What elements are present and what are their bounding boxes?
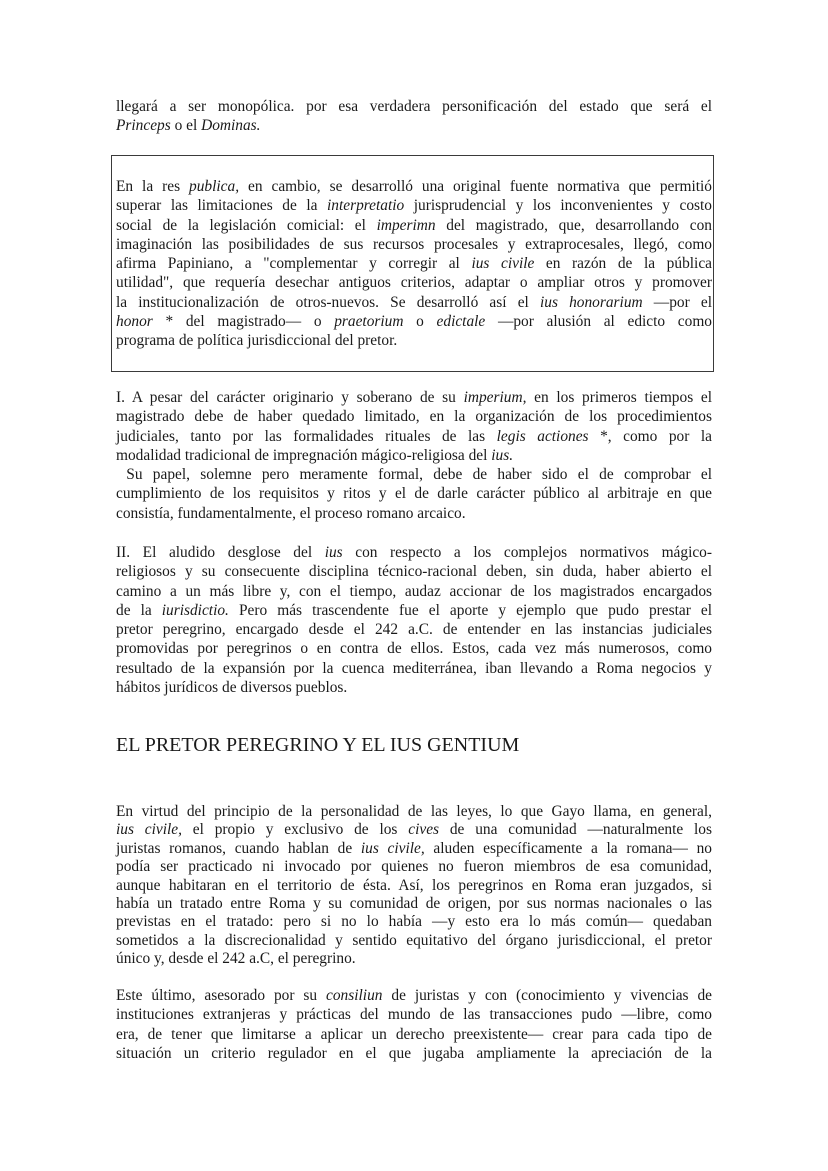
text-run: religiosos y su consecuente disciplina técnico-racional deben, sin duda, haber abierto el [116, 563, 712, 581]
text-run: superar las limitaciones de la [116, 197, 327, 215]
text-line [116, 427, 712, 446]
text-line [116, 582, 712, 601]
text-run: I. A pesar del carácter originario y soberano de su [116, 389, 464, 406]
text-line [116, 235, 712, 254]
text-run: magistrado debe de haber quedado limitado, en la organización de los procedimientos [116, 408, 712, 426]
text-line [116, 1025, 712, 1044]
text-run: instituciones extranjeras y prácticas del mundo de las transacciones pudo —libre, como [116, 1006, 712, 1024]
text-run: * del magistrado— o [152, 313, 335, 331]
text-line [116, 678, 712, 697]
text-line [116, 986, 712, 1005]
text-run: En la res [116, 178, 190, 195]
italic-term: ius [324, 544, 343, 561]
italic-term: cives [408, 821, 440, 839]
text-run: la institucionalización de otros-nuevos. Se desarrolló así el [116, 293, 540, 311]
text-run: programa de política jurisdiccional del pretor. [116, 332, 398, 350]
section-ii-paragraph [116, 543, 712, 697]
text-line [116, 331, 712, 350]
text-line [116, 821, 712, 839]
text-line [116, 913, 712, 931]
text-run: juristas romanos, cuando hablan de [116, 839, 361, 857]
text-line [116, 659, 712, 678]
text-line [116, 950, 712, 968]
italic-term: iurisdictio. [161, 601, 229, 619]
italic-term: ius civile, [116, 821, 182, 839]
intro-paragraph [116, 97, 712, 136]
text-run: de juristas y con (conocimiento y vivencias de [382, 987, 712, 1004]
text-run: Pero más trascendente fue el aporte y ejemplo que pudo prestar el [228, 601, 712, 619]
text-line [116, 1044, 712, 1063]
text-run: II. El aludido desglose del [116, 544, 325, 561]
text-run: consistía, fundamentalmente, el proceso romano arcaico. [116, 504, 466, 522]
text-line [116, 543, 712, 562]
text-line [116, 388, 712, 407]
text-line [116, 562, 712, 581]
text-line [116, 932, 712, 950]
text-run: del magistrado, que, desarrollando con [435, 216, 712, 234]
italic-term: edictale [436, 313, 486, 331]
text-run: resultado de la expansión por la cuenca mediterránea, iban llevando a Roma negocios y [116, 659, 712, 677]
text-run: aluden específicamente a la romana— no [424, 839, 712, 857]
text-line [116, 293, 712, 312]
italic-term: publica, [189, 178, 240, 195]
text-run: En virtud del principio de la personalidad de las leyes, lo que Gayo llama, en general, [116, 803, 712, 820]
text-run: aunque habitaran en el territorio de ésta. Así, los peregrinos en Roma eran juzgados, si [116, 876, 712, 894]
text-run: promovidas por peregrinos o en contra de ellos. Estos, cada vez más numerosos, como [116, 640, 712, 658]
text-run: en cambio, se desarrolló una original fuente normativa que permitió [239, 178, 712, 195]
text-line [116, 504, 712, 523]
italic-term: Dominas. [201, 117, 261, 135]
italic-term: Princeps [116, 117, 171, 135]
italic-term: ius civile, [360, 839, 425, 857]
text-run: afirma Papiniano, a "complementar y corregir al [116, 255, 472, 273]
text-run: o el [170, 117, 202, 135]
text-run: en los primeros tiempos el [526, 389, 712, 406]
boxed-note-text [116, 177, 712, 351]
text-run: cumplimiento de los requisitos y ritos y el de darle carácter público al arbitraje en que [116, 485, 712, 503]
text-line [116, 97, 712, 116]
text-line [116, 877, 712, 895]
text-run: modalidad tradicional de impregnación mágico-religiosa del [116, 446, 492, 464]
italic-term: consiliun [326, 987, 383, 1004]
text-run: —por alusión al edicto como [485, 313, 712, 331]
text-run: —por el [642, 293, 712, 311]
text-run: *, como por la [588, 427, 712, 445]
text-run: había un tratado entre Roma y su comunidad de origen, por sus normas nacionales o las [116, 894, 712, 912]
text-run: único y, desde el 242 a.C, el peregrino. [116, 950, 356, 968]
text-line [116, 177, 712, 196]
section-heading: EL PRETOR PEREGRINO Y EL IUS GENTIUM [116, 734, 520, 756]
text-run: situación un criterio regulador en el que jugaba ampliamente la apreciación de la [116, 1044, 712, 1062]
text-run: de una comunidad —naturalmente los [439, 821, 712, 839]
text-line [116, 196, 712, 215]
text-line [116, 254, 712, 273]
text-line [116, 465, 712, 484]
italic-term: imperium, [463, 389, 527, 406]
text-run: el propio y exclusivo de los [181, 821, 409, 839]
text-run: imaginación las posibilidades de sus recursos procesales y extraprocesales, llegó, como [116, 235, 712, 253]
text-run: era, de tener que limitarse a aplicar un derecho preexistente— crear para cada tipo de [116, 1025, 712, 1043]
text-run: camino a un más libre y, con el tiempo, audaz accionar de los magistrados encargados [116, 582, 712, 600]
text-line [116, 858, 712, 876]
gentium-paragraph-2 [116, 986, 712, 1063]
text-line [116, 484, 712, 503]
italic-term: ius civile [471, 255, 535, 273]
text-line [116, 446, 712, 465]
text-run: o [403, 313, 437, 331]
text-run: utilidad", que requería desechar antiguos criterios, adaptar o ampliar otros y promover [116, 274, 712, 292]
italic-term: interpretatio [327, 197, 405, 215]
text-line [116, 895, 712, 913]
text-line [116, 601, 712, 620]
italic-term: honor [116, 313, 153, 331]
text-run: llegará a ser monopólica. por esa verdadera personificación del estado que será el [116, 98, 712, 115]
text-run: de la [116, 601, 162, 619]
text-line [116, 1005, 712, 1024]
text-line [116, 639, 712, 658]
text-run: Su papel, solemne pero meramente formal, debe de haber sido el de comprobar el [116, 466, 712, 484]
italic-term: praetorium [334, 313, 404, 331]
text-run: con respecto a los complejos normativos mágico- [342, 544, 712, 561]
gentium-paragraph-1 [116, 803, 712, 969]
text-line [116, 407, 712, 426]
italic-term: ius. [491, 446, 514, 464]
text-run: podía ser practicado ni invocado por quienes no fueron miembros de esa comunidad, [116, 858, 712, 876]
italic-term: imperimn [376, 216, 436, 234]
italic-term: legis actiones [496, 427, 589, 445]
section-i-paragraph [116, 388, 712, 523]
text-run: previstas en el tratado: pero si no lo había —y esto era lo más común— quedaban [116, 913, 712, 931]
text-run: judiciales, tanto por las formalidades rituales de las [116, 427, 497, 445]
text-run: pretor peregrino, encargado desde el 242 a.C. de entender en las instancias judiciales [116, 621, 712, 639]
text-run: en razón de la pública [534, 255, 712, 273]
text-line [116, 312, 712, 331]
text-line [116, 803, 712, 821]
text-run: hábitos jurídicos de diversos pueblos. [116, 679, 348, 697]
text-run: sometidos a la discrecionalidad y sentido equitativo del órgano jurisdiccional, el pretor [116, 931, 712, 949]
text-line [116, 840, 712, 858]
text-run: jurisprudencial y los inconvenientes y costo [404, 197, 712, 215]
text-line [116, 216, 712, 235]
text-line [116, 620, 712, 639]
italic-term: ius honorarium [539, 293, 643, 311]
text-line [116, 273, 712, 292]
text-line [116, 116, 712, 135]
text-run: Este último, asesorado por su [116, 987, 327, 1004]
text-run: social de la legislación comicial: el [116, 216, 377, 234]
